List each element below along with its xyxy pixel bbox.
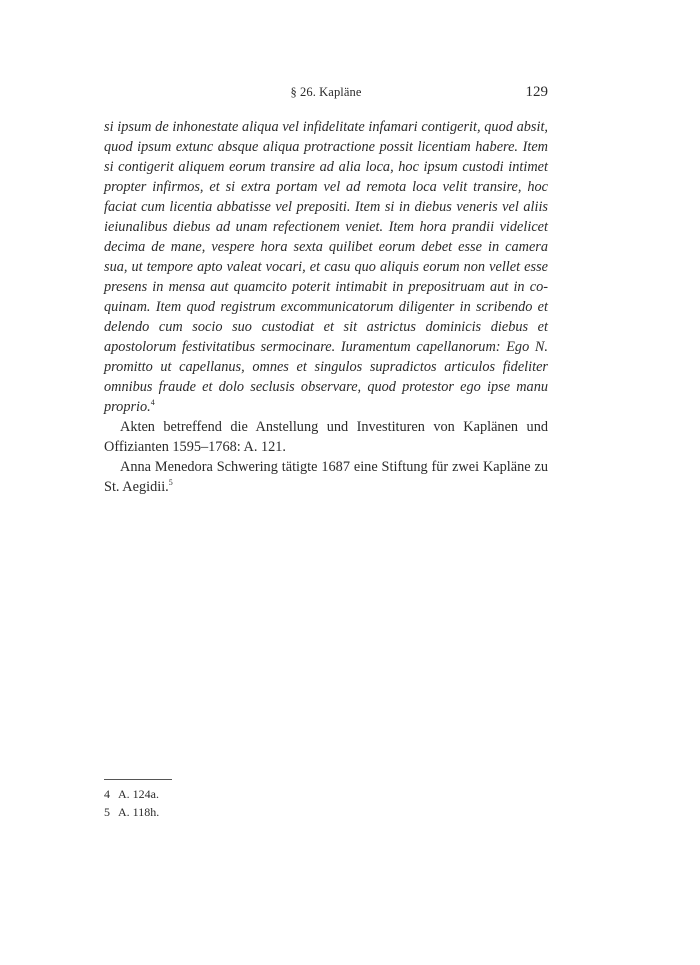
section-title: § 26. Kapläne bbox=[290, 85, 362, 99]
footnote-item bbox=[104, 803, 548, 821]
footnote-item bbox=[104, 785, 548, 803]
footnote-ref-5[interactable]: 5 bbox=[168, 478, 173, 488]
book-page bbox=[104, 0, 548, 965]
footnote-text: A. 118h. bbox=[118, 805, 160, 819]
running-head bbox=[104, 84, 548, 104]
footnotes bbox=[104, 785, 548, 821]
paragraph-foundation-text: Anna Menedora Schwering tätigte 1687 eine Stiftung für zwei Kapläne zu St. Aegidii. bbox=[104, 459, 548, 495]
page-number: 129 bbox=[525, 84, 548, 100]
latin-passage bbox=[104, 117, 548, 417]
body-text bbox=[104, 117, 548, 497]
footnote-text: A. 124a. bbox=[118, 787, 159, 801]
footnote-number: 5 bbox=[104, 805, 110, 819]
paragraph-foundation bbox=[104, 457, 548, 497]
footnote-ref-4[interactable]: 4 bbox=[150, 398, 155, 408]
footnote-number: 4 bbox=[104, 787, 110, 801]
footnote-divider bbox=[104, 779, 172, 780]
latin-passage-text: si ipsum de inhonestate aliqua vel infidelitate infamari contigerit, quod absit, quod ipsum extunc absque aliqua protractione possit licentiam habere. Item si contigerit aliquem eorum transire ad alia loca, hoc ipsum custodi intimet propter infirmos, et si extra portam vel ad remota loca velit transire, hoc faciat cum licentia abbatisse vel prepositi. Item si in diebus veneris vel aliis ieiunalibus diebus ad unam refectionem veniet. Item hora prandii videlicet decima de mane, vespere hora sexta quilibet eorum debet esse in camera sua, ut tempore apto valeat vocari, et casu quo aliquis eorum non vellet esse presens in mensa aut quamcito poterit intimabit in prepositruam aut in coquinam. Item quod registrum excommunicatorum diligenter in scribendo et delendo cum socio suo custodiat et sit astrictus dominicis diebus et apostolorum festivitatibus sermocinare. Iuramentum capellanorum: Ego N. promitto ut capellanus, omnes et singulos supradictos articulos fideliter omnibus fraude et dolo seclusis observare, quod protestor ego ipse manu proprio. bbox=[104, 119, 548, 415]
paragraph-files: Akten betreffend die Anstellung und Investituren von Kaplänen und Offizianten 1595–1768: A. 121. bbox=[104, 419, 548, 455]
